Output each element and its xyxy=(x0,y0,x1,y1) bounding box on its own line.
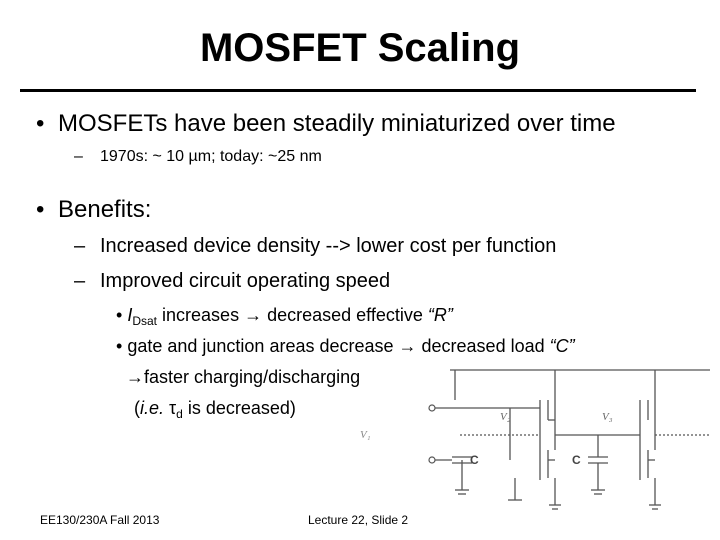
text: i.e. xyxy=(140,398,165,418)
level3-areas xyxy=(116,336,575,357)
footer-slide-number: Lecture 22, Slide 2 xyxy=(308,513,409,527)
tau-subscript: d xyxy=(176,407,183,421)
bullet-benefits xyxy=(36,196,151,224)
dash-marker: – xyxy=(74,148,83,165)
text: is decreased) xyxy=(182,398,296,418)
subbullet-text: Increased device density --> lower cost per function xyxy=(100,235,557,257)
level3-idsat xyxy=(116,305,453,328)
title-underline xyxy=(20,89,696,92)
bullet-miniaturization xyxy=(36,110,616,138)
dash-marker: – xyxy=(74,235,86,257)
bullet-marker: • xyxy=(36,196,45,223)
bullet-marker: • xyxy=(36,110,45,137)
text: gate and junction areas decrease xyxy=(127,336,399,356)
v2-label: V₂ xyxy=(500,411,511,423)
resistance-symbol: “R” xyxy=(427,305,453,325)
text: ( xyxy=(134,398,140,418)
subbullet-text: 1970s: ~ 10 µm; today: ~25 nm xyxy=(100,148,322,165)
subbullet-dimensions xyxy=(74,148,322,166)
footer-course: EE130/230A Fall 2013 xyxy=(40,513,160,527)
dash-marker: – xyxy=(74,270,86,292)
text: faster charging/discharging xyxy=(144,367,361,387)
text: decreased load xyxy=(416,336,550,356)
current-subscript: Dsat xyxy=(132,314,158,328)
subbullet-density xyxy=(74,235,556,258)
level3-faster xyxy=(126,367,360,388)
arrow-icon: → xyxy=(126,367,144,387)
tau-symbol: τ xyxy=(164,398,177,418)
current-symbol: I xyxy=(127,305,133,325)
subbullet-text: Improved circuit operating speed xyxy=(100,270,391,292)
v1-label: V₁ xyxy=(360,429,371,441)
inverter-chain-circuit xyxy=(360,360,710,520)
capacitance-symbol: “C” xyxy=(549,336,575,356)
slide-title: MOSFET Scaling xyxy=(199,26,521,70)
arrow-icon: → xyxy=(398,336,417,356)
capacitor-label-left: C xyxy=(470,453,479,467)
bullet-marker: • xyxy=(116,336,123,356)
subbullet-speed xyxy=(74,270,390,293)
arrow-icon: → xyxy=(244,305,263,325)
v3-label: V₃ xyxy=(602,411,613,423)
bullet-marker: • xyxy=(116,305,123,325)
text: decreased effective xyxy=(262,305,428,325)
text: increases xyxy=(157,305,245,325)
level3-tau xyxy=(134,398,296,421)
bullet-text: Benefits: xyxy=(58,196,152,223)
capacitor-label-right: C xyxy=(572,453,581,467)
bullet-text: MOSFETs have been steadily miniaturized over time xyxy=(58,110,616,137)
